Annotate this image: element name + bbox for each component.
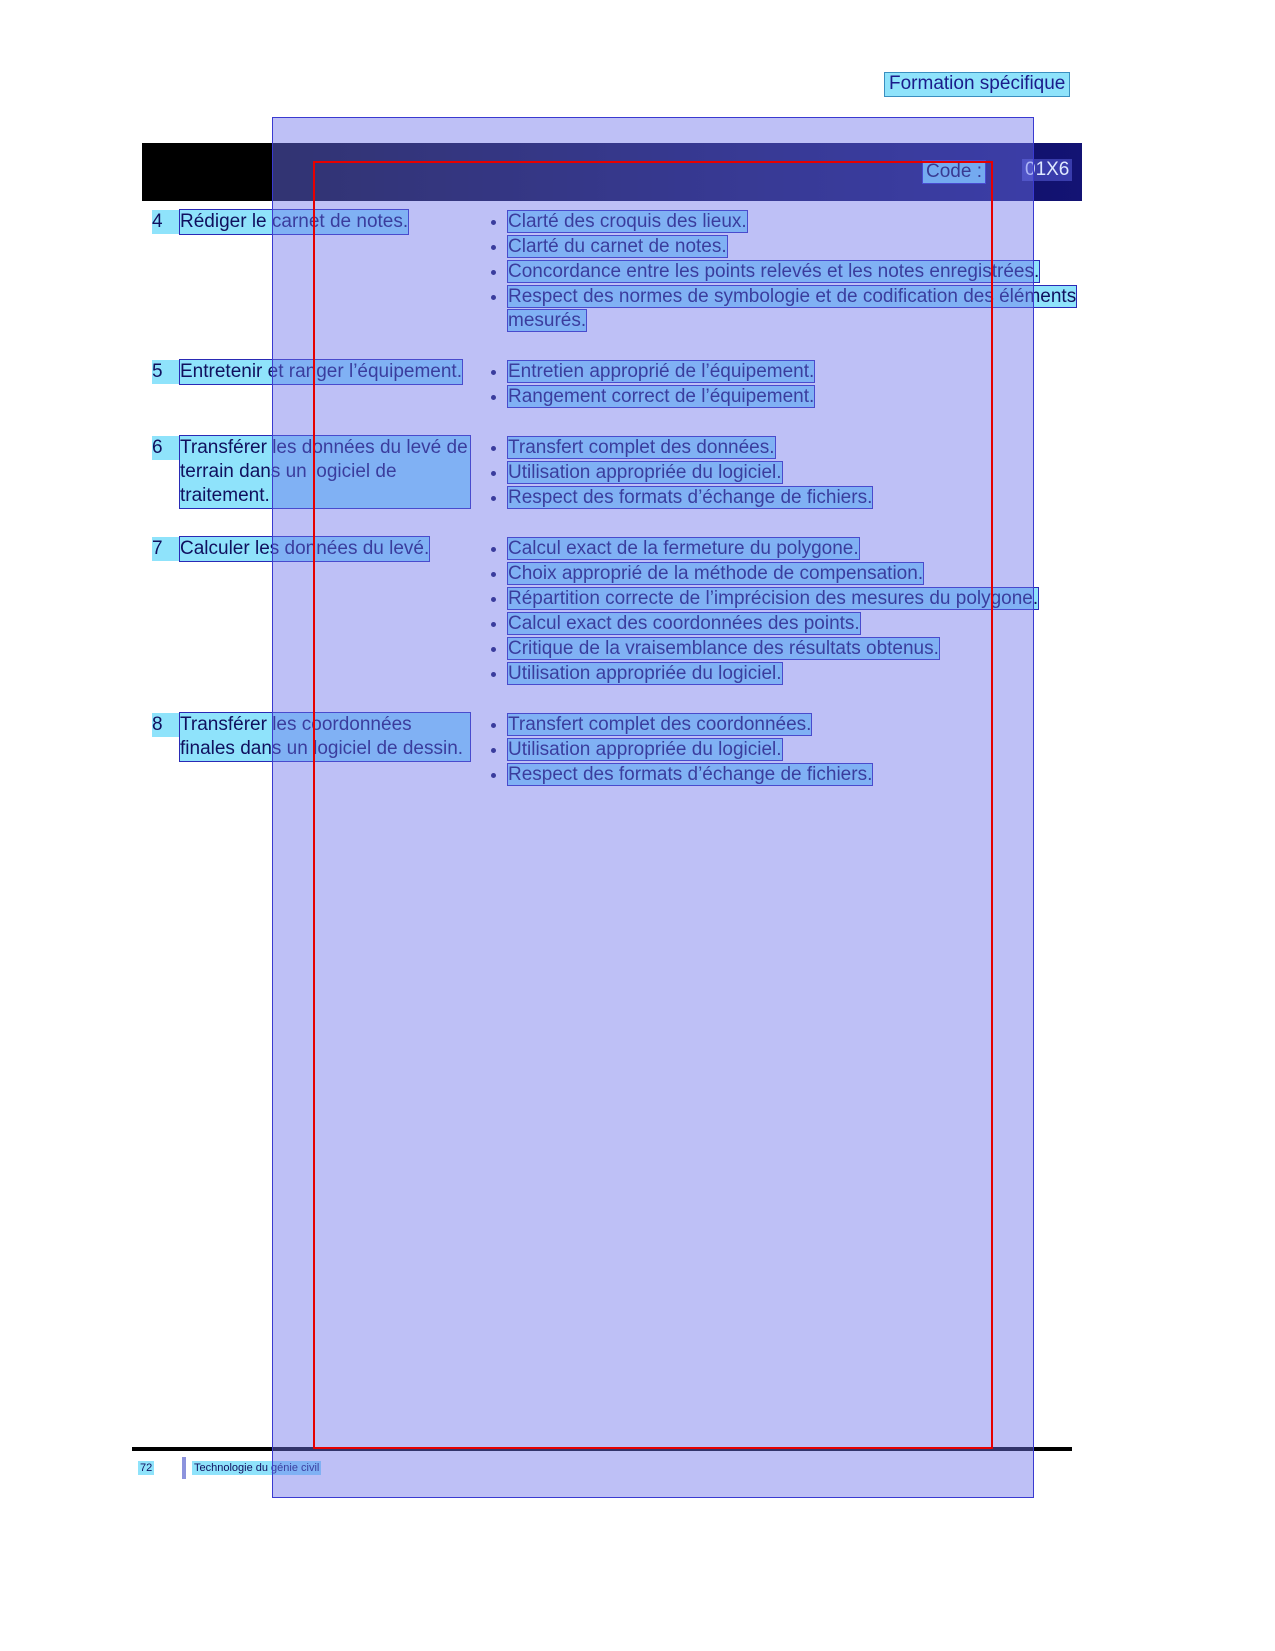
code-value: 01X6 <box>1022 159 1072 181</box>
list-item <box>477 461 1110 485</box>
task-label: Entretenir et ranger l’équipement. <box>180 361 462 382</box>
list-item <box>477 210 1110 234</box>
task-cell <box>0 436 470 511</box>
criterion-text: Respect des formats d’échange de fichiers. <box>508 764 873 785</box>
criterion-text: Concordance entre les points relevés et les notes enregistrées. <box>508 261 1040 282</box>
list-item <box>477 713 1110 737</box>
criteria-list <box>477 436 1110 510</box>
criterion-text: Entretien approprié de l’équipement. <box>508 361 815 382</box>
criterion-text: Calcul exact des coordonnées des points. <box>508 613 860 634</box>
criterion-text: Utilisation appropriée du logiciel. <box>508 739 782 760</box>
criteria-list <box>477 713 1110 787</box>
criterion-text: Utilisation appropriée du logiciel. <box>508 462 782 483</box>
criterion-text: Respect des normes de symbologie et de codification des éléments mesurés. <box>508 286 1077 331</box>
criterion-text: Transfert complet des données. <box>508 437 775 458</box>
criterion-text: Rangement correct de l’équipement. <box>508 386 815 407</box>
table-row <box>0 713 1275 788</box>
list-item <box>477 285 1110 333</box>
task-number: 6 <box>152 436 180 460</box>
footer-program-title: Technologie du génie civil <box>194 1462 320 1474</box>
task-number: 7 <box>152 537 180 561</box>
list-item <box>477 662 1110 686</box>
table-row <box>0 210 1275 334</box>
footer-page-number: 72 <box>140 1462 153 1474</box>
criterion-text: Clarté du carnet de notes. <box>508 236 727 257</box>
task-label: Rédiger le carnet de notes. <box>180 211 409 232</box>
competency-table <box>0 210 1275 814</box>
list-item <box>477 360 1110 384</box>
list-item <box>477 763 1110 787</box>
criteria-cell <box>470 713 1110 788</box>
criteria-cell <box>470 537 1110 687</box>
task-entry <box>152 537 470 561</box>
task-cell <box>0 210 470 334</box>
footer-marker <box>182 1457 186 1479</box>
list-item <box>477 738 1110 762</box>
list-item <box>477 537 1110 561</box>
criteria-list <box>477 360 1110 409</box>
criteria-cell <box>470 210 1110 334</box>
task-number: 5 <box>152 360 180 384</box>
criteria-list <box>477 210 1110 333</box>
list-item <box>477 235 1110 259</box>
criteria-cell <box>470 360 1110 410</box>
task-number: 8 <box>152 713 180 737</box>
criterion-text: Choix approprié de la méthode de compensation. <box>508 563 924 584</box>
list-item <box>477 587 1110 611</box>
list-item <box>477 637 1110 661</box>
list-item <box>477 260 1110 284</box>
task-number: 4 <box>152 210 180 234</box>
criterion-text: Utilisation appropriée du logiciel. <box>508 663 782 684</box>
list-item <box>477 436 1110 460</box>
list-item <box>477 385 1110 409</box>
task-entry <box>152 210 470 234</box>
task-entry <box>152 713 470 761</box>
criterion-text: Transfert complet des coordonnées. <box>508 714 812 735</box>
table-row <box>0 360 1275 410</box>
task-cell <box>0 713 470 788</box>
task-label: Transférer les données du levé de terrain dans un logiciel de traitement. <box>180 436 470 508</box>
list-item <box>477 486 1110 510</box>
task-entry <box>152 436 470 508</box>
criterion-text: Respect des formats d’échange de fichiers. <box>508 487 873 508</box>
task-entry <box>152 360 470 384</box>
task-cell <box>0 537 470 687</box>
task-label: Calculer les données du levé. <box>180 538 430 559</box>
task-cell <box>0 360 470 410</box>
code-label: Code : <box>922 160 986 184</box>
table-row <box>0 436 1275 511</box>
criterion-text: Clarté des croquis des lieux. <box>508 211 747 232</box>
list-item <box>477 562 1110 586</box>
criterion-text: Critique de la vraisemblance des résultats obtenus. <box>508 638 939 659</box>
task-label: Transférer les coordonnées finales dans un logiciel de dessin. <box>180 713 470 761</box>
criterion-text: Répartition correcte de l’imprécision des mesures du polygone. <box>508 588 1039 609</box>
table-row <box>0 537 1275 687</box>
footer-divider <box>132 1447 1072 1451</box>
list-item <box>477 612 1110 636</box>
criteria-cell <box>470 436 1110 511</box>
section-heading: Formation spécifique <box>884 72 1070 97</box>
criterion-text: Calcul exact de la fermeture du polygone. <box>508 538 859 559</box>
criteria-list <box>477 537 1110 686</box>
